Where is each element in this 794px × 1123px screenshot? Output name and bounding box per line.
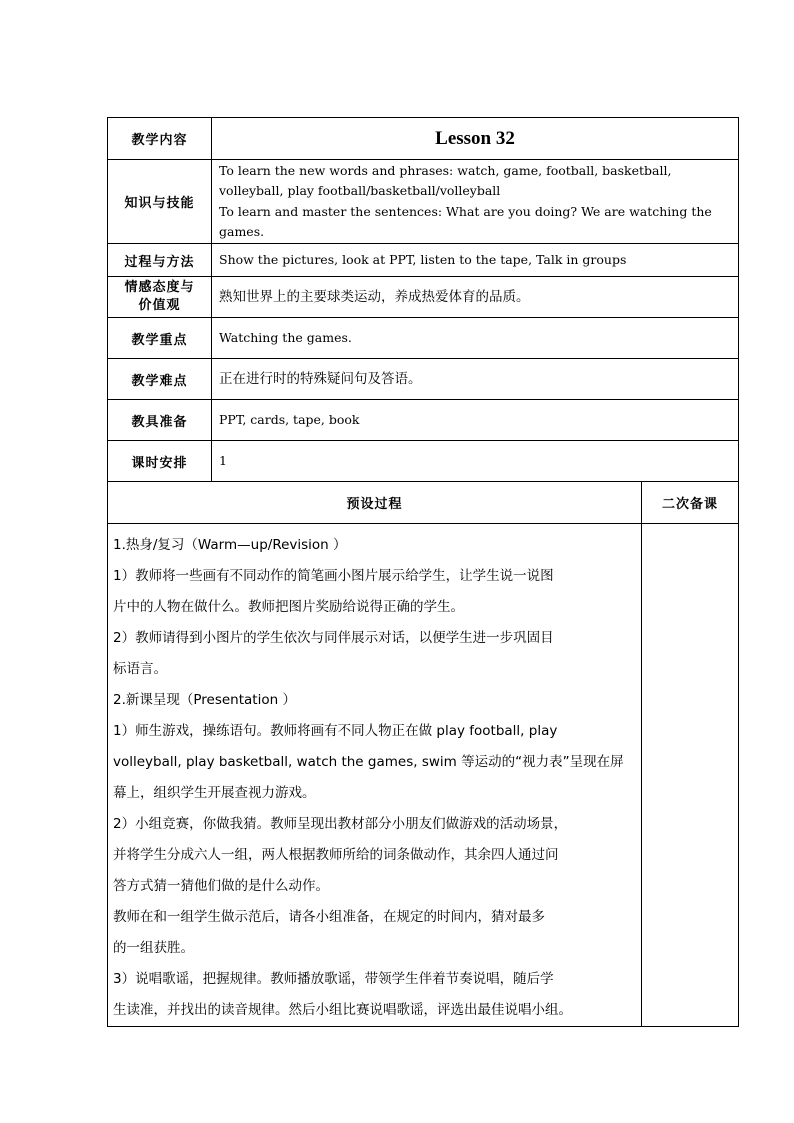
attitude-value: 熟知世界上的主要球类运动，养成热爱体育的品质。 — [212, 277, 739, 318]
tools-value: PPT, cards, tape, book — [212, 400, 739, 441]
process-line: 2）小组竞赛，你做我猜。教师呈现出教材部分小朋友们做游戏的活动场景， — [113, 816, 568, 832]
process-content — [108, 524, 642, 1027]
process-header: 预设过程 — [108, 482, 642, 524]
process-line: 答方式猜一猜他们做的是什么动作。 — [113, 878, 329, 894]
key-point-value: Watching the games. — [212, 318, 739, 359]
process-line: 生读准，并找出的读音规律。然后小组比赛说唱歌谣，评选出最佳说唱小组。 — [113, 1002, 572, 1018]
process-line: 2.新课呈现（Presentation ） — [113, 692, 296, 708]
process-table — [107, 481, 739, 1027]
hours-label: 课时安排 — [108, 441, 212, 482]
notes-content — [642, 524, 739, 1027]
knowledge-value — [212, 160, 739, 244]
tools-label: 教具准备 — [108, 400, 212, 441]
process-line: 的一组获胜。 — [113, 940, 194, 956]
notes-header: 二次备课 — [642, 482, 739, 524]
key-point-label: 教学重点 — [108, 318, 212, 359]
lesson-title: Lesson 32 — [212, 118, 739, 160]
method-label: 过程与方法 — [108, 244, 212, 277]
hours-value: 1 — [212, 441, 739, 482]
process-line: 标语言。 — [113, 661, 167, 677]
process-line: 1.热身/复习（Warm—up/Revision ） — [113, 537, 347, 553]
knowledge-line: games. — [219, 224, 265, 239]
knowledge-line: To learn and master the sentences: What are you doing? We are watching the — [219, 203, 712, 219]
process-line: 幕上，组织学生开展查视力游戏。 — [113, 785, 316, 801]
process-header-row — [108, 482, 739, 524]
process-line: 3）说唱歌谣，把握规律。教师播放歌谣，带领学生伴着节奏说唱，随后学 — [113, 971, 554, 987]
knowledge-line: To learn the new words and phrases: watch, game, football, basketball, — [219, 162, 672, 178]
process-line: 教师在和一组学生做示范后，请各小组准备，在规定的时间内，猜对最多 — [113, 909, 545, 925]
row-method — [108, 244, 739, 277]
lesson-info-table — [107, 117, 739, 482]
row-content — [108, 118, 739, 160]
process-line: volleyball, play basketball, watch the games, swim 等运动的“视力表”呈现在屏 — [113, 754, 624, 770]
row-hours — [108, 441, 739, 482]
difficulty-value: 正在进行时的特殊疑问句及答语。 — [212, 359, 739, 400]
row-difficulty — [108, 359, 739, 400]
process-body-row — [108, 524, 739, 1027]
process-line: 并将学生分成六人一组，两人根据教师所给的词条做动作，其余四人通过问 — [113, 847, 559, 863]
content-label: 教学内容 — [108, 118, 212, 160]
knowledge-line: volleyball, play football/basketball/volleyball — [219, 183, 501, 198]
method-value: Show the pictures, look at PPT, listen to the tape, Talk in groups — [212, 244, 739, 277]
process-line: 1）师生游戏，操练语句。教师将画有不同人物正在做 play football, play — [113, 723, 558, 739]
process-line: 1）教师将一些画有不同动作的简笔画小图片展示给学生，让学生说一说图 — [113, 568, 554, 584]
knowledge-label: 知识与技能 — [108, 160, 212, 244]
process-line: 片中的人物在做什么。教师把图片奖励给说得正确的学生。 — [113, 599, 464, 615]
lesson-plan-document — [107, 117, 738, 1027]
row-knowledge — [108, 160, 739, 244]
attitude-label-line: 价值观 — [138, 298, 181, 313]
attitude-label-line: 情感态度与 — [124, 280, 195, 295]
attitude-label — [108, 277, 212, 318]
row-attitude — [108, 277, 739, 318]
row-tools — [108, 400, 739, 441]
difficulty-label: 教学难点 — [108, 359, 212, 400]
process-line: 2）教师请得到小图片的学生依次与同伴展示对话，以便学生进一步巩固目 — [113, 630, 554, 646]
row-key-point — [108, 318, 739, 359]
